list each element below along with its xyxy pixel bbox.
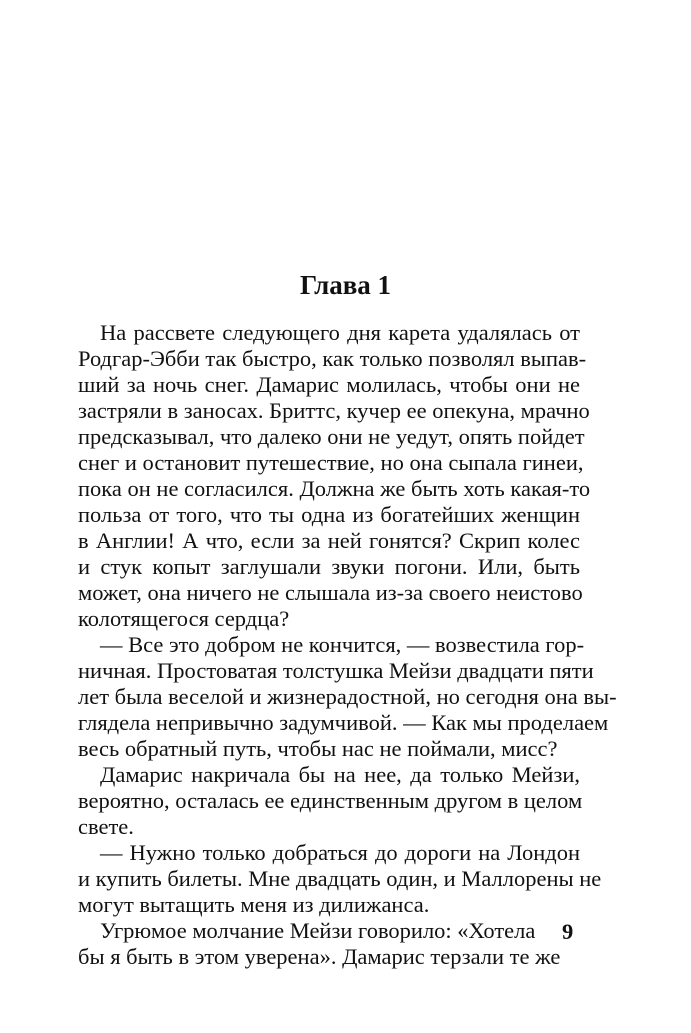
text-line: ший за ночь снег. Дамарис молилась, чтобы они не — [78, 372, 580, 397]
text-line: может, она ничего не слышала из-за своего неистово — [78, 580, 583, 605]
text-line: бы я быть в этом уверена». Дамарис терзали те же — [78, 944, 561, 969]
chapter-title: Глава 1 — [299, 270, 392, 300]
text-line: глядела непривычно задумчивой. — Как мы проделаем — [78, 710, 609, 735]
text-line: в Англии! А что, если за ней гонятся? Скрип колес — [78, 528, 580, 553]
text-line: колотящегося сердца? — [78, 606, 290, 631]
text-line: ничная. Простоватая толстушка Мейзи двадцати пяти — [78, 658, 594, 683]
text-line: могут вытащить меня из дилижанса. — [78, 892, 430, 917]
text-line: пока он не согласился. Должна же быть хоть какая-то — [78, 476, 591, 501]
text-line: польза от того, что ты одна из богатейших женщин — [78, 502, 580, 527]
text-line: На рассвете следующего дня карета удалялась от — [100, 320, 580, 345]
text-line: и стук копыт заглушали звуки погони. Или, быть — [78, 554, 580, 579]
text-line: застряли в заносах. Бриттс, кучер ее опекуна, мрачно — [78, 398, 590, 423]
text-line: — Все это добром не кончится, — возвестила гор- — [100, 632, 585, 657]
text-line: весь обратный путь, чтобы нас не поймали, мисс? — [78, 736, 558, 761]
text-line: вероятно, осталась ее единственным другом в целом — [78, 788, 583, 813]
text-line: и купить билеты. Мне двадцать один, и Маллорены не — [78, 866, 602, 891]
text-line: свете. — [78, 814, 134, 839]
text-line: — Нужно только добраться до дороги на Лондон — [100, 840, 580, 865]
text-line: предсказывал, что далеко они не уедут, опять пойдет — [78, 424, 585, 449]
text-line: лет была веселой и жизнерадостной, но сегодня она вы- — [78, 684, 617, 709]
text-line: Дамарис накричала бы на нее, да только Мейзи, — [100, 762, 580, 787]
text-line: Родгар-Эбби так быстро, как только позволял выпав- — [78, 346, 587, 371]
text-line: Угрюмое молчание Мейзи говорило: «Хотела — [100, 918, 536, 943]
page-number: 9 — [562, 919, 574, 944]
text-line: снег и остановит путешествие, но она сыпала гинеи, — [78, 450, 584, 475]
